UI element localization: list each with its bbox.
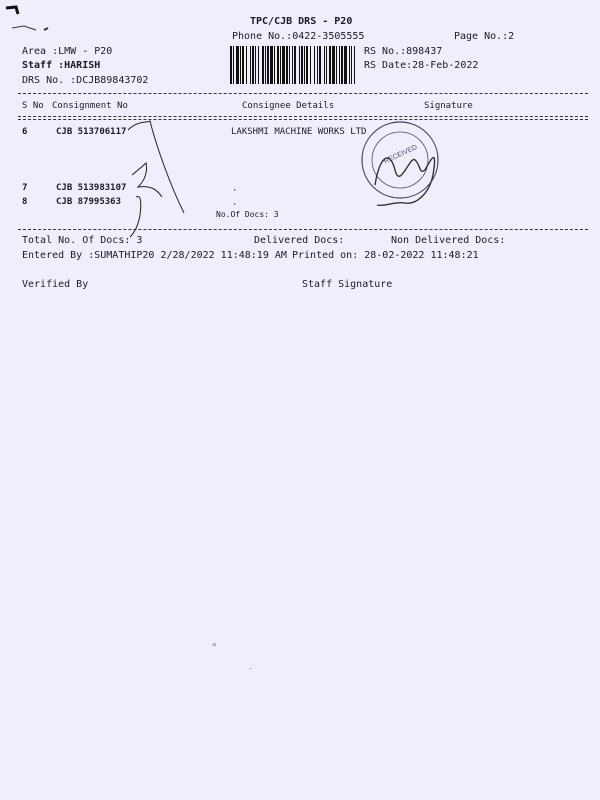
barcode-bar — [354, 46, 355, 84]
divider — [18, 229, 588, 230]
col-signature: Signature — [424, 101, 473, 111]
barcode-bar — [270, 46, 273, 84]
barcode-bar — [255, 46, 256, 84]
corner-mark — [4, 4, 64, 34]
barcode-bar — [289, 46, 290, 84]
row-sno: 7 — [22, 183, 28, 193]
divider — [18, 119, 588, 120]
barcode-bar — [230, 46, 232, 84]
verified-by: Verified By — [22, 279, 89, 290]
barcode-bar — [267, 46, 269, 84]
barcode-bar — [262, 46, 264, 84]
doc-title: TPC/CJB DRS - P20 — [250, 16, 353, 27]
phone-number: Phone No.:0422-3505555 — [232, 31, 365, 42]
page-number: Page No.:2 — [454, 31, 515, 42]
stamp-text: RECEIVED — [383, 143, 419, 166]
non-delivered-docs: Non Delivered Docs: — [391, 235, 506, 246]
barcode-bar — [336, 46, 337, 84]
entered-by: Entered By :SUMATHIP20 2/28/2022 11:48:19 AM — [22, 250, 287, 261]
barcode-bar — [349, 46, 350, 84]
barcode-bar — [250, 46, 251, 84]
signature-scribble — [118, 115, 193, 240]
col-consignment: Consignment No — [52, 101, 128, 111]
barcode-bar — [339, 46, 340, 84]
barcode-bar — [329, 46, 331, 84]
barcode-bar — [324, 46, 325, 84]
barcode-bar — [280, 46, 281, 84]
barcode-bar — [236, 46, 239, 84]
barcode-bar — [246, 46, 247, 84]
barcode-bar — [317, 46, 318, 84]
rs-date: RS Date:28-Feb-2022 — [364, 60, 479, 71]
barcode-bar — [277, 46, 279, 84]
row-consignment: CJB 513983107 — [56, 183, 127, 193]
barcode-bar — [265, 46, 266, 84]
barcode-bar — [252, 46, 254, 84]
row-consignment: CJB 513706117 — [56, 127, 127, 137]
total-docs: Total No. Of Docs: 3 — [22, 235, 143, 246]
divider — [18, 116, 588, 117]
barcode — [230, 46, 358, 84]
dot-mark: · — [232, 200, 238, 210]
barcode-bar — [326, 46, 327, 84]
received-stamp — [355, 115, 445, 215]
dot-mark: · — [232, 186, 238, 196]
delivered-docs: Delivered Docs: — [254, 235, 345, 246]
staff-signature: Staff Signature — [302, 279, 393, 290]
barcode-bar — [282, 46, 285, 84]
no-of-docs: No.Of Docs: 3 — [216, 210, 279, 219]
drs-number: DRS No. :DCJB89843702 — [22, 75, 149, 86]
barcode-bar — [319, 46, 321, 84]
row-sno: 8 — [22, 197, 28, 207]
barcode-bar — [351, 46, 352, 84]
barcode-bar — [310, 46, 311, 84]
divider — [18, 93, 588, 94]
barcode-bar — [299, 46, 300, 84]
row-consignee: LAKSHMI MACHINE WORKS LTD — [231, 127, 367, 137]
staff-label: Staff :HARISH — [22, 60, 101, 71]
barcode-bar — [274, 46, 275, 84]
barcode-bar — [286, 46, 288, 84]
barcode-bar — [332, 46, 335, 84]
barcode-bar — [306, 46, 308, 84]
barcode-bar — [301, 46, 303, 84]
speck: « — [212, 640, 217, 649]
barcode-bar — [341, 46, 343, 84]
barcode-bar — [233, 46, 234, 84]
barcode-bar — [258, 46, 259, 84]
rs-number: RS No.:898437 — [364, 46, 443, 57]
row-sno: 6 — [22, 127, 28, 137]
row-consignment: CJB 87995363 — [56, 197, 122, 207]
barcode-bar — [242, 46, 244, 84]
barcode-bar — [304, 46, 305, 84]
barcode-bar — [292, 46, 293, 84]
area-label: Area :LMW - P20 — [22, 46, 113, 57]
barcode-bar — [314, 46, 315, 84]
speck: - — [248, 664, 253, 673]
barcode-bar — [294, 46, 296, 84]
barcode-bar — [344, 46, 347, 84]
printed-on: Printed on: 28-02-2022 11:48:21 — [292, 250, 479, 261]
col-consignee: Consignee Details — [242, 101, 335, 111]
col-sno: S No — [22, 101, 44, 111]
barcode-bar — [240, 46, 241, 84]
